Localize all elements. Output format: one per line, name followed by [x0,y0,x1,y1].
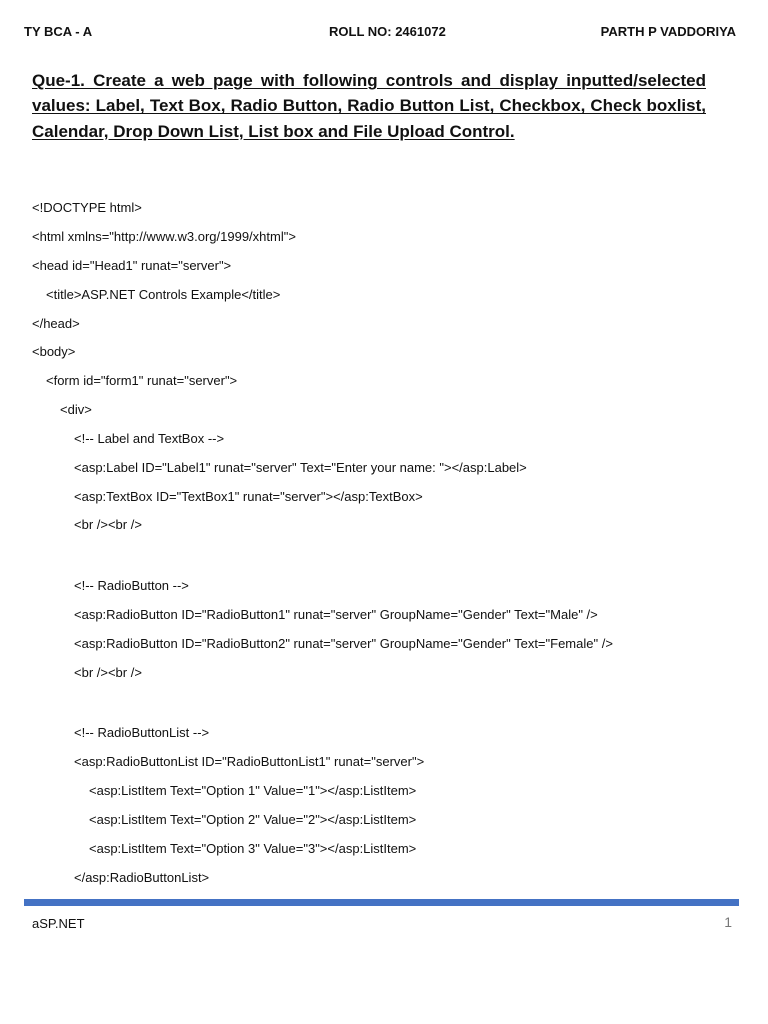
code-line: <div> [60,402,92,417]
code-line: </asp:RadioButtonList> [74,870,210,885]
code-line: <asp:ListItem Text="Option 3" Value="3"></asp:ListItem> [89,841,417,856]
code-line: <!-- Label and TextBox --> [74,431,225,446]
code-line: <asp:RadioButton ID="RadioButton2" runat="server" GroupName="Gender" Text="Female" /> [74,636,613,651]
question-heading: Que-1. Create a web page with following controls and display inputted/selected values: Label, Text Box, Radio Button, Radio Button List, Checkbox, Check boxlist, Calendar, Drop Down List, List box and File Upload Control. [32,71,706,141]
roll-number: ROLL NO: 2461072 [329,24,446,39]
code-line: <!-- RadioButton --> [74,578,189,593]
code-line: <!-- RadioButtonList --> [74,725,210,740]
code-line: <asp:ListItem Text="Option 2" Value="2"></asp:ListItem> [89,812,417,827]
code-line: <html xmlns="http://www.w3.org/1999/xhtml"> [32,229,296,244]
code-line: <asp:RadioButtonList ID="RadioButtonList1" runat="server"> [74,754,425,769]
code-line: <asp:RadioButton ID="RadioButton1" runat="server" GroupName="Gender" Text="Male" /> [74,607,598,622]
footer-divider [24,899,739,906]
code-line: <body> [32,344,76,359]
student-name: PARTH P VADDORIYA [600,24,736,39]
class-label: TY BCA - A [24,24,93,39]
footer-label: aSP.NET [32,916,85,931]
code-line: <asp:ListItem Text="Option 1" Value="1"></asp:ListItem> [89,783,417,798]
code-line: </head> [32,316,80,331]
code-line: <head id="Head1" runat="server"> [32,258,232,273]
code-line: <asp:Label ID="Label1" runat="server" Text="Enter your name: "></asp:Label> [74,460,527,475]
code-line: <!DOCTYPE html> [32,200,142,215]
code-line: <form id="form1" runat="server"> [46,373,238,388]
code-line: <br /><br /> [74,665,142,680]
code-line: <asp:TextBox ID="TextBox1" runat="server"></asp:TextBox> [74,489,423,504]
code-line: <br /><br /> [74,517,142,532]
code-line: <title>ASP.NET Controls Example</title> [46,287,281,302]
page-number: 1 [724,914,732,930]
page-header [24,24,736,44]
